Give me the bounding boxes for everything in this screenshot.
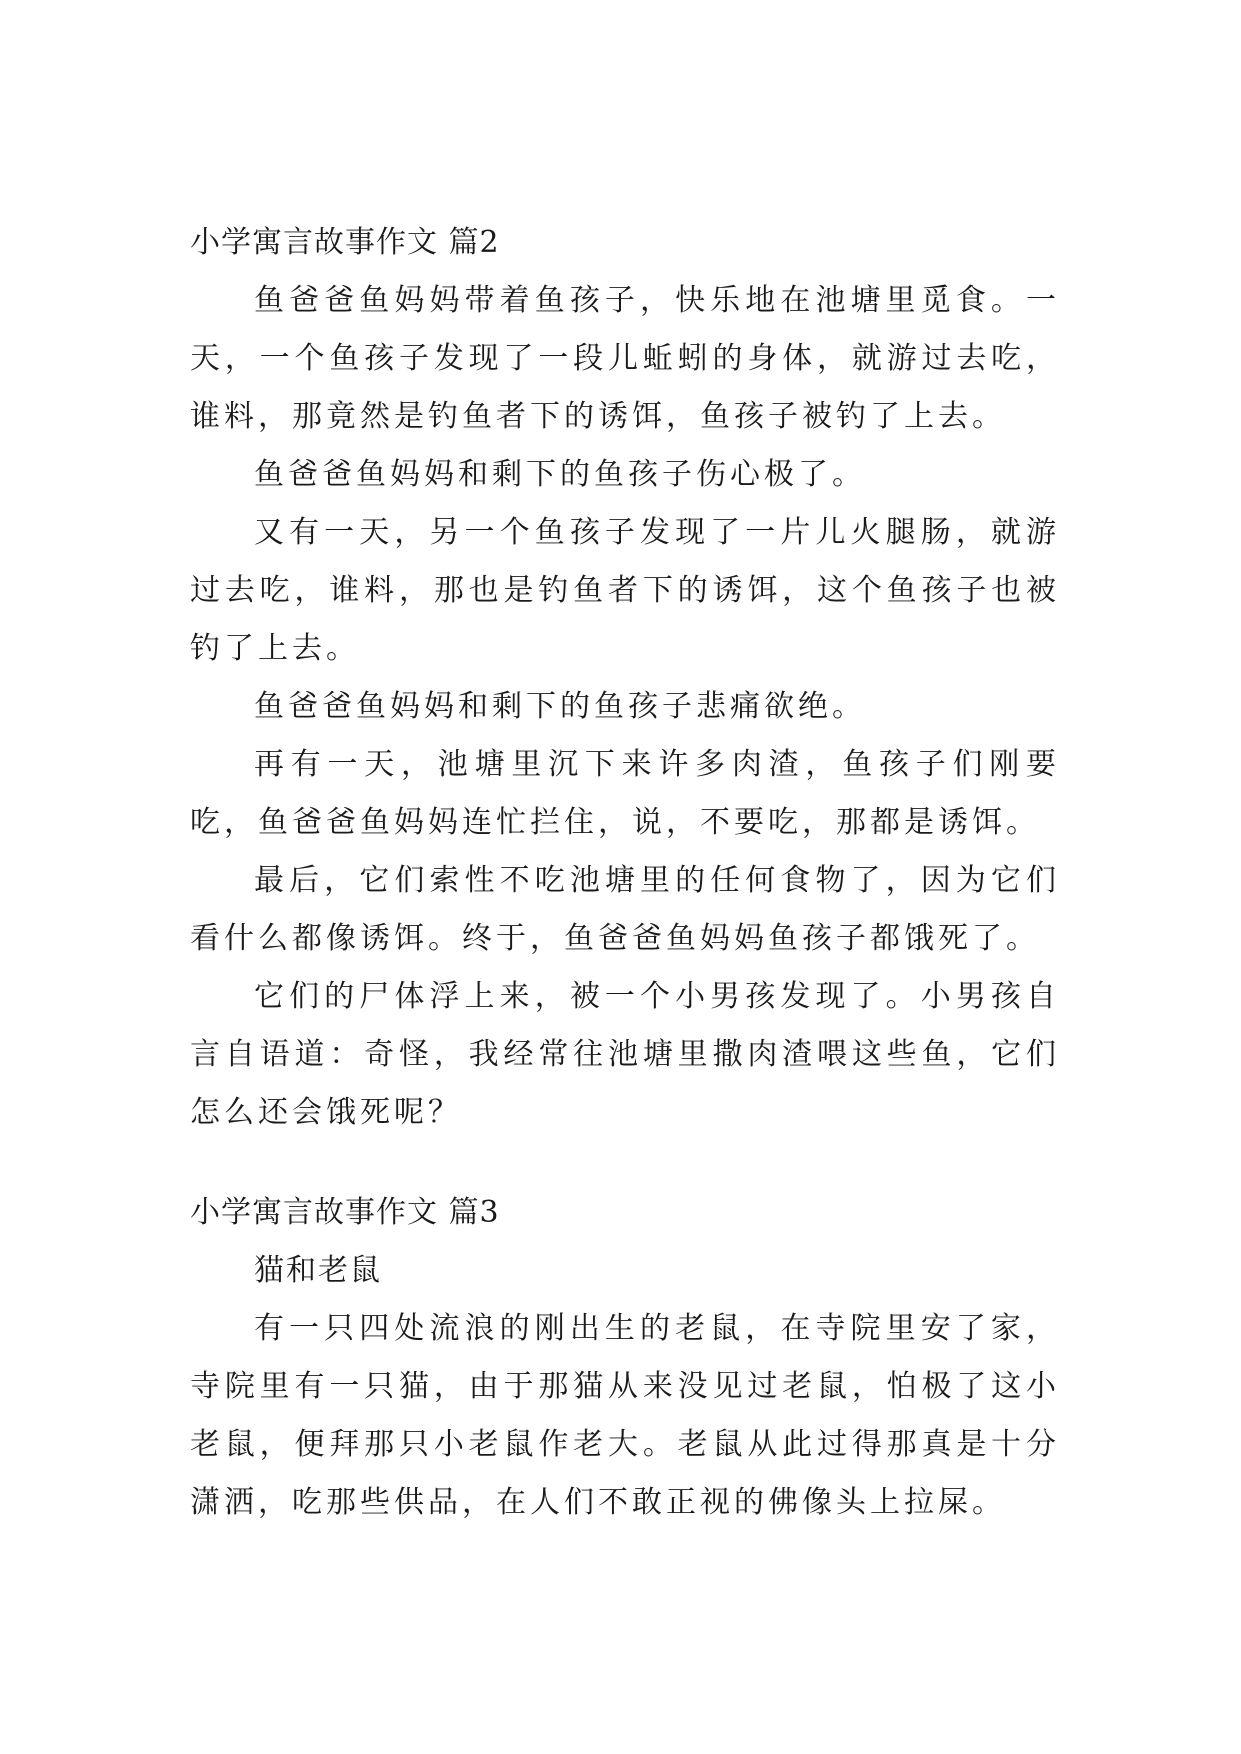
story-title: 猫和老鼠 <box>254 1253 382 1288</box>
section-heading: 小学寓言故事作文 篇3 <box>190 1195 500 1230</box>
paragraph: 鱼爸爸鱼妈妈带着鱼孩子，快乐地在池塘里觅食。一天，一个鱼孩子发现了一段儿蚯蚓的身体，就游过去吃，谁料，那竟然是钓鱼者下的诱饵，鱼孩子被钓了上去。 <box>190 283 1060 434</box>
section-spacer <box>190 1142 1060 1184</box>
paragraph: 它们的尸体浮上来，被一个小男孩发现了。小男孩自言自语道：奇怪，我经常往池塘里撒肉渣喂这些鱼，它们怎么还会饿死呢？ <box>190 979 1060 1130</box>
paragraph: 有一只四处流浪的刚出生的老鼠，在寺院里安了家，寺院里有一只猫，由于那猫从来没见过老鼠，怕极了这小老鼠，便拜那只小老鼠作老大。老鼠从此过得那真是十分潇洒，吃那些供品，在人们不敢正视的佛像头上拉屎。 <box>190 1311 1060 1520</box>
section-3 <box>190 1184 1060 1532</box>
document-body <box>190 214 1060 1532</box>
paragraph: 再有一天，池塘里沉下来许多肉渣，鱼孩子们刚要吃，鱼爸爸鱼妈妈连忙拦住，说，不要吃，那都是诱饵。 <box>190 747 1060 840</box>
paragraph: 又有一天，另一个鱼孩子发现了一片儿火腿肠，就游过去吃，谁料，那也是钓鱼者下的诱饵，这个鱼孩子也被钓了上去。 <box>190 515 1060 666</box>
paragraph: 鱼爸爸鱼妈妈和剩下的鱼孩子伤心极了。 <box>254 457 866 492</box>
paragraph: 最后，它们索性不吃池塘里的任何食物了，因为它们看什么都像诱饵。终于，鱼爸爸鱼妈妈鱼孩子都饿死了。 <box>190 863 1060 956</box>
section-heading: 小学寓言故事作文 篇2 <box>190 225 500 260</box>
section-2 <box>190 214 1060 1142</box>
paragraph: 鱼爸爸鱼妈妈和剩下的鱼孩子悲痛欲绝。 <box>254 689 866 724</box>
